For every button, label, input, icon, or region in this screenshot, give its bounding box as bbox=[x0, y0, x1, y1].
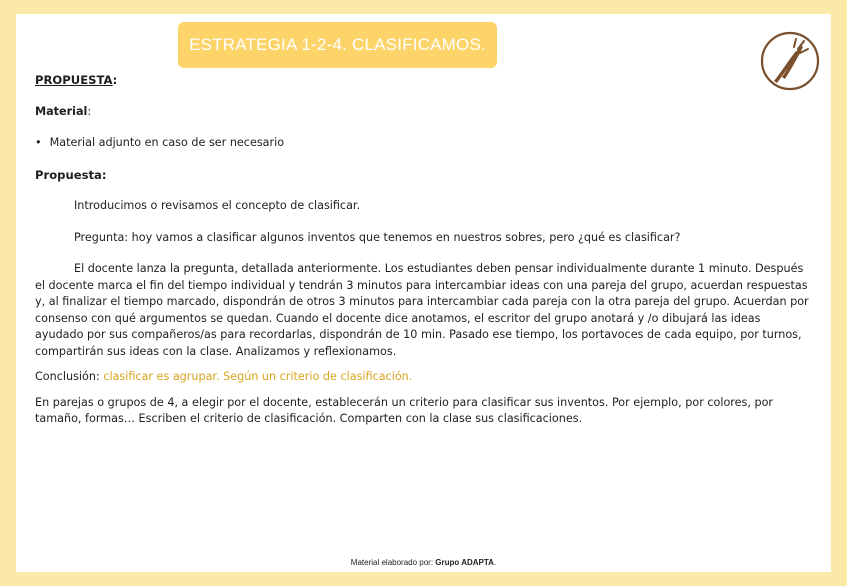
page-title: ESTRATEGIA 1-2-4. CLASIFICAMOS. bbox=[189, 35, 486, 54]
content bbox=[35, 72, 810, 428]
title-banner bbox=[178, 22, 497, 68]
propuesta-sub-heading: Propuesta: bbox=[35, 167, 107, 182]
list-item bbox=[35, 135, 810, 152]
material-heading-text: Material bbox=[35, 104, 88, 118]
propuesta-heading-colon: : bbox=[112, 73, 118, 87]
propuesta-heading bbox=[35, 72, 810, 89]
paragraph-intro: Introducimos o revisamos el concepto de clasificar. bbox=[74, 199, 361, 212]
footer-suffix: . bbox=[493, 558, 497, 567]
paragraph-activity: El docente lanza la pregunta, detallada anteriormente. Los estudiantes deben pensar individualmente durante 1 minuto. Después el docente marca el fin del tiempo individual y tendrán 3 minutos para intercambiar ideas con una pareja del grupo, acuerdan respuestas y, al finalizar el tiempo marcado, dispondrán de otros 3 minutos para intercambiar cada pareja con la otra pareja del grupo. Acuerdan por consenso con qué argumentos se quedan. Cuando el docente dice anotamos, el escritor del grupo anotará y /o dibujará las ideas ayudado por sus compañeros/as para recordarlas, dispondrán de 10 min. Pasado ese tiempo, los portavoces de cada equipo, por turnos, compartirán sus ideas con la clase. Analizamos y reflexionamos. bbox=[35, 262, 809, 358]
paragraph-groups: En parejas o grupos de 4, a elegir por el docente, establecerán un criterio para clasificar sus inventos. Por ejemplo, por colores, por tamaño, formas… Escriben el criterio de clasificación. Comparten con la clase sus clasificaciones. bbox=[35, 395, 774, 425]
footer-prefix: Material elaborado por: bbox=[350, 558, 436, 567]
material-heading-colon: : bbox=[87, 104, 92, 118]
conclusion-text: clasificar es agrupar. Según un criterio de clasificación. bbox=[103, 370, 413, 383]
paragraph-question: Pregunta: hoy vamos a clasificar algunos inventos que tenemos en nuestros sobres, pero ¿qué es clasificar? bbox=[74, 230, 681, 244]
material-heading bbox=[35, 104, 810, 121]
conclusion-label: Conclusión: bbox=[35, 370, 104, 383]
propuesta-heading-text: PROPUESTA bbox=[35, 73, 113, 87]
conclusion bbox=[35, 369, 810, 386]
footer-author: Grupo ADAPTA bbox=[435, 558, 494, 567]
footer bbox=[0, 558, 847, 567]
bullet-icon: • bbox=[35, 136, 42, 149]
material-item-text: Material adjunto en caso de ser necesario bbox=[49, 136, 285, 149]
